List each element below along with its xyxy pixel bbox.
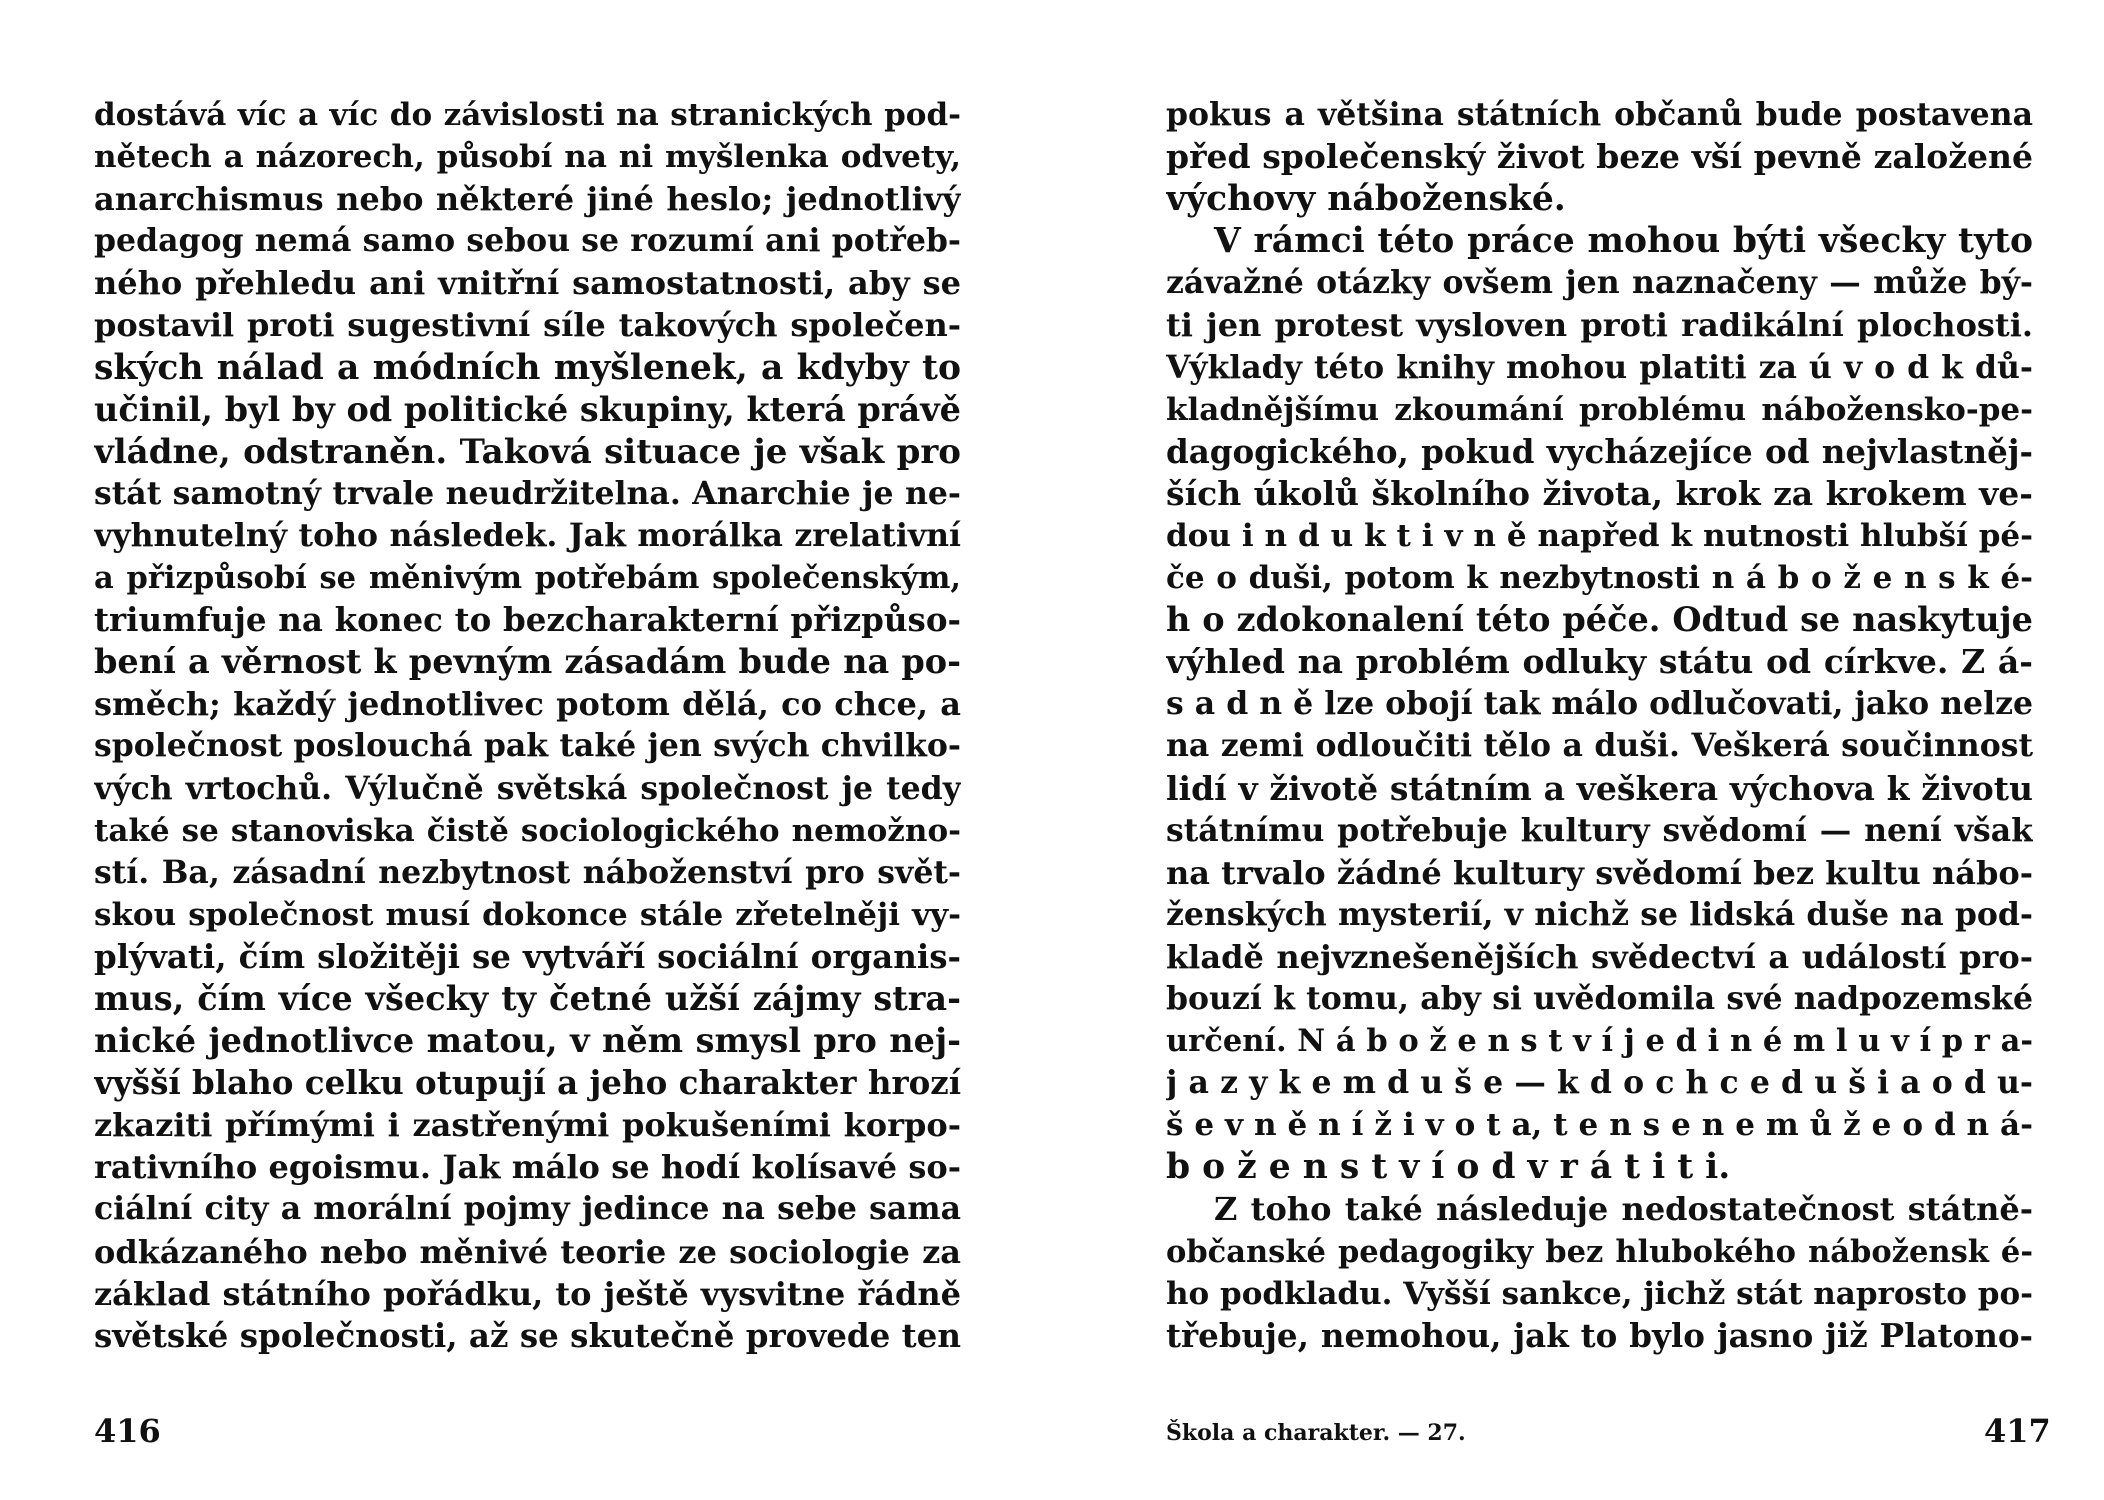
text-line: vyšší blaho celku otupují a jeho charakter hrozí	[94, 1063, 961, 1103]
text-line: rativního egoismu. Jak málo se hodí kolísavé so-	[94, 1148, 961, 1187]
text-line: odkázaného nebo měnivé teorie ze sociologie za	[94, 1232, 961, 1271]
text-line: š e v n ě n í ž i v o t a, t e n s e n e m ů ž e o d n á-	[1166, 1107, 2033, 1144]
text-line: j a z y k e m d u š e — k d o c h c e d u š i a o d u-	[1166, 1064, 2033, 1102]
text-line: společnost poslouchá pak také jen svých chvilko-	[94, 727, 961, 765]
text-line: vládne, odstraněn. Taková situace je však pro	[94, 431, 961, 472]
printer-signature: Škola a charakter. — 27.	[1166, 1420, 1466, 1446]
text-line: h o zdokonalení této péče. Odtud se naskytuje	[1166, 600, 2033, 640]
text-line: světské společnosti, až se skutečně provede ten	[94, 1315, 961, 1355]
text-line: b o ž e n s t v í o d v r á t i t i.	[1166, 1147, 1731, 1188]
text-line: postavil proti sugestivní síle takových společen-	[94, 306, 961, 345]
text-line: kladě nejvznešenějších svědectví a událostí pro-	[1166, 937, 2033, 976]
text-line: V rámci této práce mohou býti všecky tyto	[1214, 221, 2033, 262]
text-line: směch; každý jednotlivec potom dělá, co chce, a	[94, 685, 961, 724]
text-line: občanské pedagogiky bez hlubokého nábožensk é-	[1166, 1233, 2033, 1270]
text-line: bení a věrnost k pevným zásadám bude na po-	[94, 642, 961, 682]
text-line: na trvalo žádné kultury svědomí bez kultu nábo-	[1166, 853, 2033, 892]
text-line: ti jen protest vysloven proti radikální plochosti.	[1166, 306, 2033, 345]
page-number-right: 417	[1984, 1412, 2051, 1450]
text-line: učinil, byl by od politické skupiny, která právě	[94, 389, 961, 429]
text-line: skou společnost musí dokonce stále zřetelněji vy-	[94, 896, 961, 933]
text-line: pokus a většina státních občanů bude postavena	[1166, 96, 2033, 133]
text-line: pedagog nemá samo sebou se rozumí ani potřeb-	[94, 222, 961, 260]
page-number-left: 416	[94, 1412, 161, 1450]
text-line: ho podkladu. Vyšší sankce, jichž stát naprosto po-	[1166, 1275, 2033, 1312]
text-line: určení. N á b o ž e n s t v í j e d i n é m l u v í p r a-	[1166, 1023, 2033, 1060]
text-line: s a d n ě lze obojí tak málo odlučovati, jako nelze	[1166, 685, 2033, 723]
text-line: Výklady této knihy mohou platiti za ú v o d k dů-	[1166, 348, 2033, 386]
text-line: anarchismus nebo některé jiné heslo; jednotlivý	[94, 180, 961, 219]
right-text-block	[1166, 94, 2033, 1357]
right-page	[1052, 0, 2104, 1500]
text-line: bouzí k tomu, aby si uvědomila své nadpozemské	[1166, 979, 2033, 1017]
left-text-block	[94, 94, 961, 1357]
text-line: státnímu potřebuje kultury svědomí — není však	[1166, 811, 2033, 849]
text-line: ného přehledu ani vnitřní samostatnosti, aby se	[94, 264, 961, 303]
text-line: nětech a názorech, působí na ni myšlenka odvety,	[94, 139, 961, 176]
text-line: také se stanoviska čistě sociologického nemožno-	[94, 812, 961, 849]
text-line: stát samotný trvale neudržitelna. Anarchie je ne-	[94, 474, 961, 512]
text-line: zkaziti přímými i zastřenými pokušeními korpo-	[94, 1106, 961, 1145]
text-line: vých vrtochů. Výlučně světská společnost je tedy	[94, 769, 961, 807]
text-line: kladnějšímu zkoumání problému nábožensko-pe-	[1166, 391, 2033, 428]
text-line: dostává víc a víc do závislosti na stranických pod-	[94, 97, 961, 133]
text-line: mus, čím více všecky ty četné užší zájmy stra-	[94, 978, 961, 1018]
text-line: závažné otázky ovšem jen naznačeny — může bý-	[1166, 264, 2033, 302]
text-line: ciální city a morální pojmy jedince na sebe sama	[94, 1190, 961, 1228]
text-line: výchovy náboženské.	[1166, 179, 1566, 220]
text-line: nické jednotlivce matou, v něm smysl pro nej-	[94, 1021, 961, 1061]
text-line: na zemi odloučiti tělo a duši. Veškerá součinnost	[1166, 727, 2033, 765]
text-line: dou i n d u k t i v n ě napřed k nutnosti hlubší pé-	[1166, 517, 2033, 554]
text-line: ských nálad a módních myšlenek, a kdyby to	[94, 347, 961, 388]
text-line: základ státního pořádku, to ještě vysvitne řádně	[94, 1274, 961, 1313]
text-line: če o duši, potom k nezbytnosti n á b o ž e n s k é-	[1166, 560, 2033, 597]
text-line: dagogického, pokud vycházejíce od nejvlastněj-	[1166, 431, 2033, 471]
text-line: triumfuje na konec to bezcharakterní přizpůso-	[94, 600, 961, 640]
text-line: výhled na problém odluky státu od církve. Z á-	[1166, 642, 2033, 682]
text-line: Z toho také následuje nedostatečnost státně-	[1214, 1190, 2033, 1229]
text-line: a přizpůsobí se měnivým potřebám společenským,	[94, 560, 961, 597]
text-line: ších úkolů školního života, krok za krokem ve-	[1166, 473, 2033, 513]
text-line: třebuje, nemohou, jak to bylo jasno již Platono-	[1166, 1315, 2033, 1355]
text-line: vyhnutelný toho následek. Jak morálka zrelativní	[94, 516, 961, 554]
text-line: lidí v životě státním a veškera výchova k životu	[1166, 768, 2033, 808]
text-line: ženských mysterií, v nichž se lidská duše na pod-	[1166, 895, 2033, 933]
text-line: stí. Ba, zásadní nezbytnost náboženství pro svět-	[94, 853, 961, 891]
text-line: plývati, čím složitěji se vytváří sociální organis-	[94, 936, 961, 976]
text-line: před společenský život beze vší pevně založené	[1166, 137, 2033, 177]
